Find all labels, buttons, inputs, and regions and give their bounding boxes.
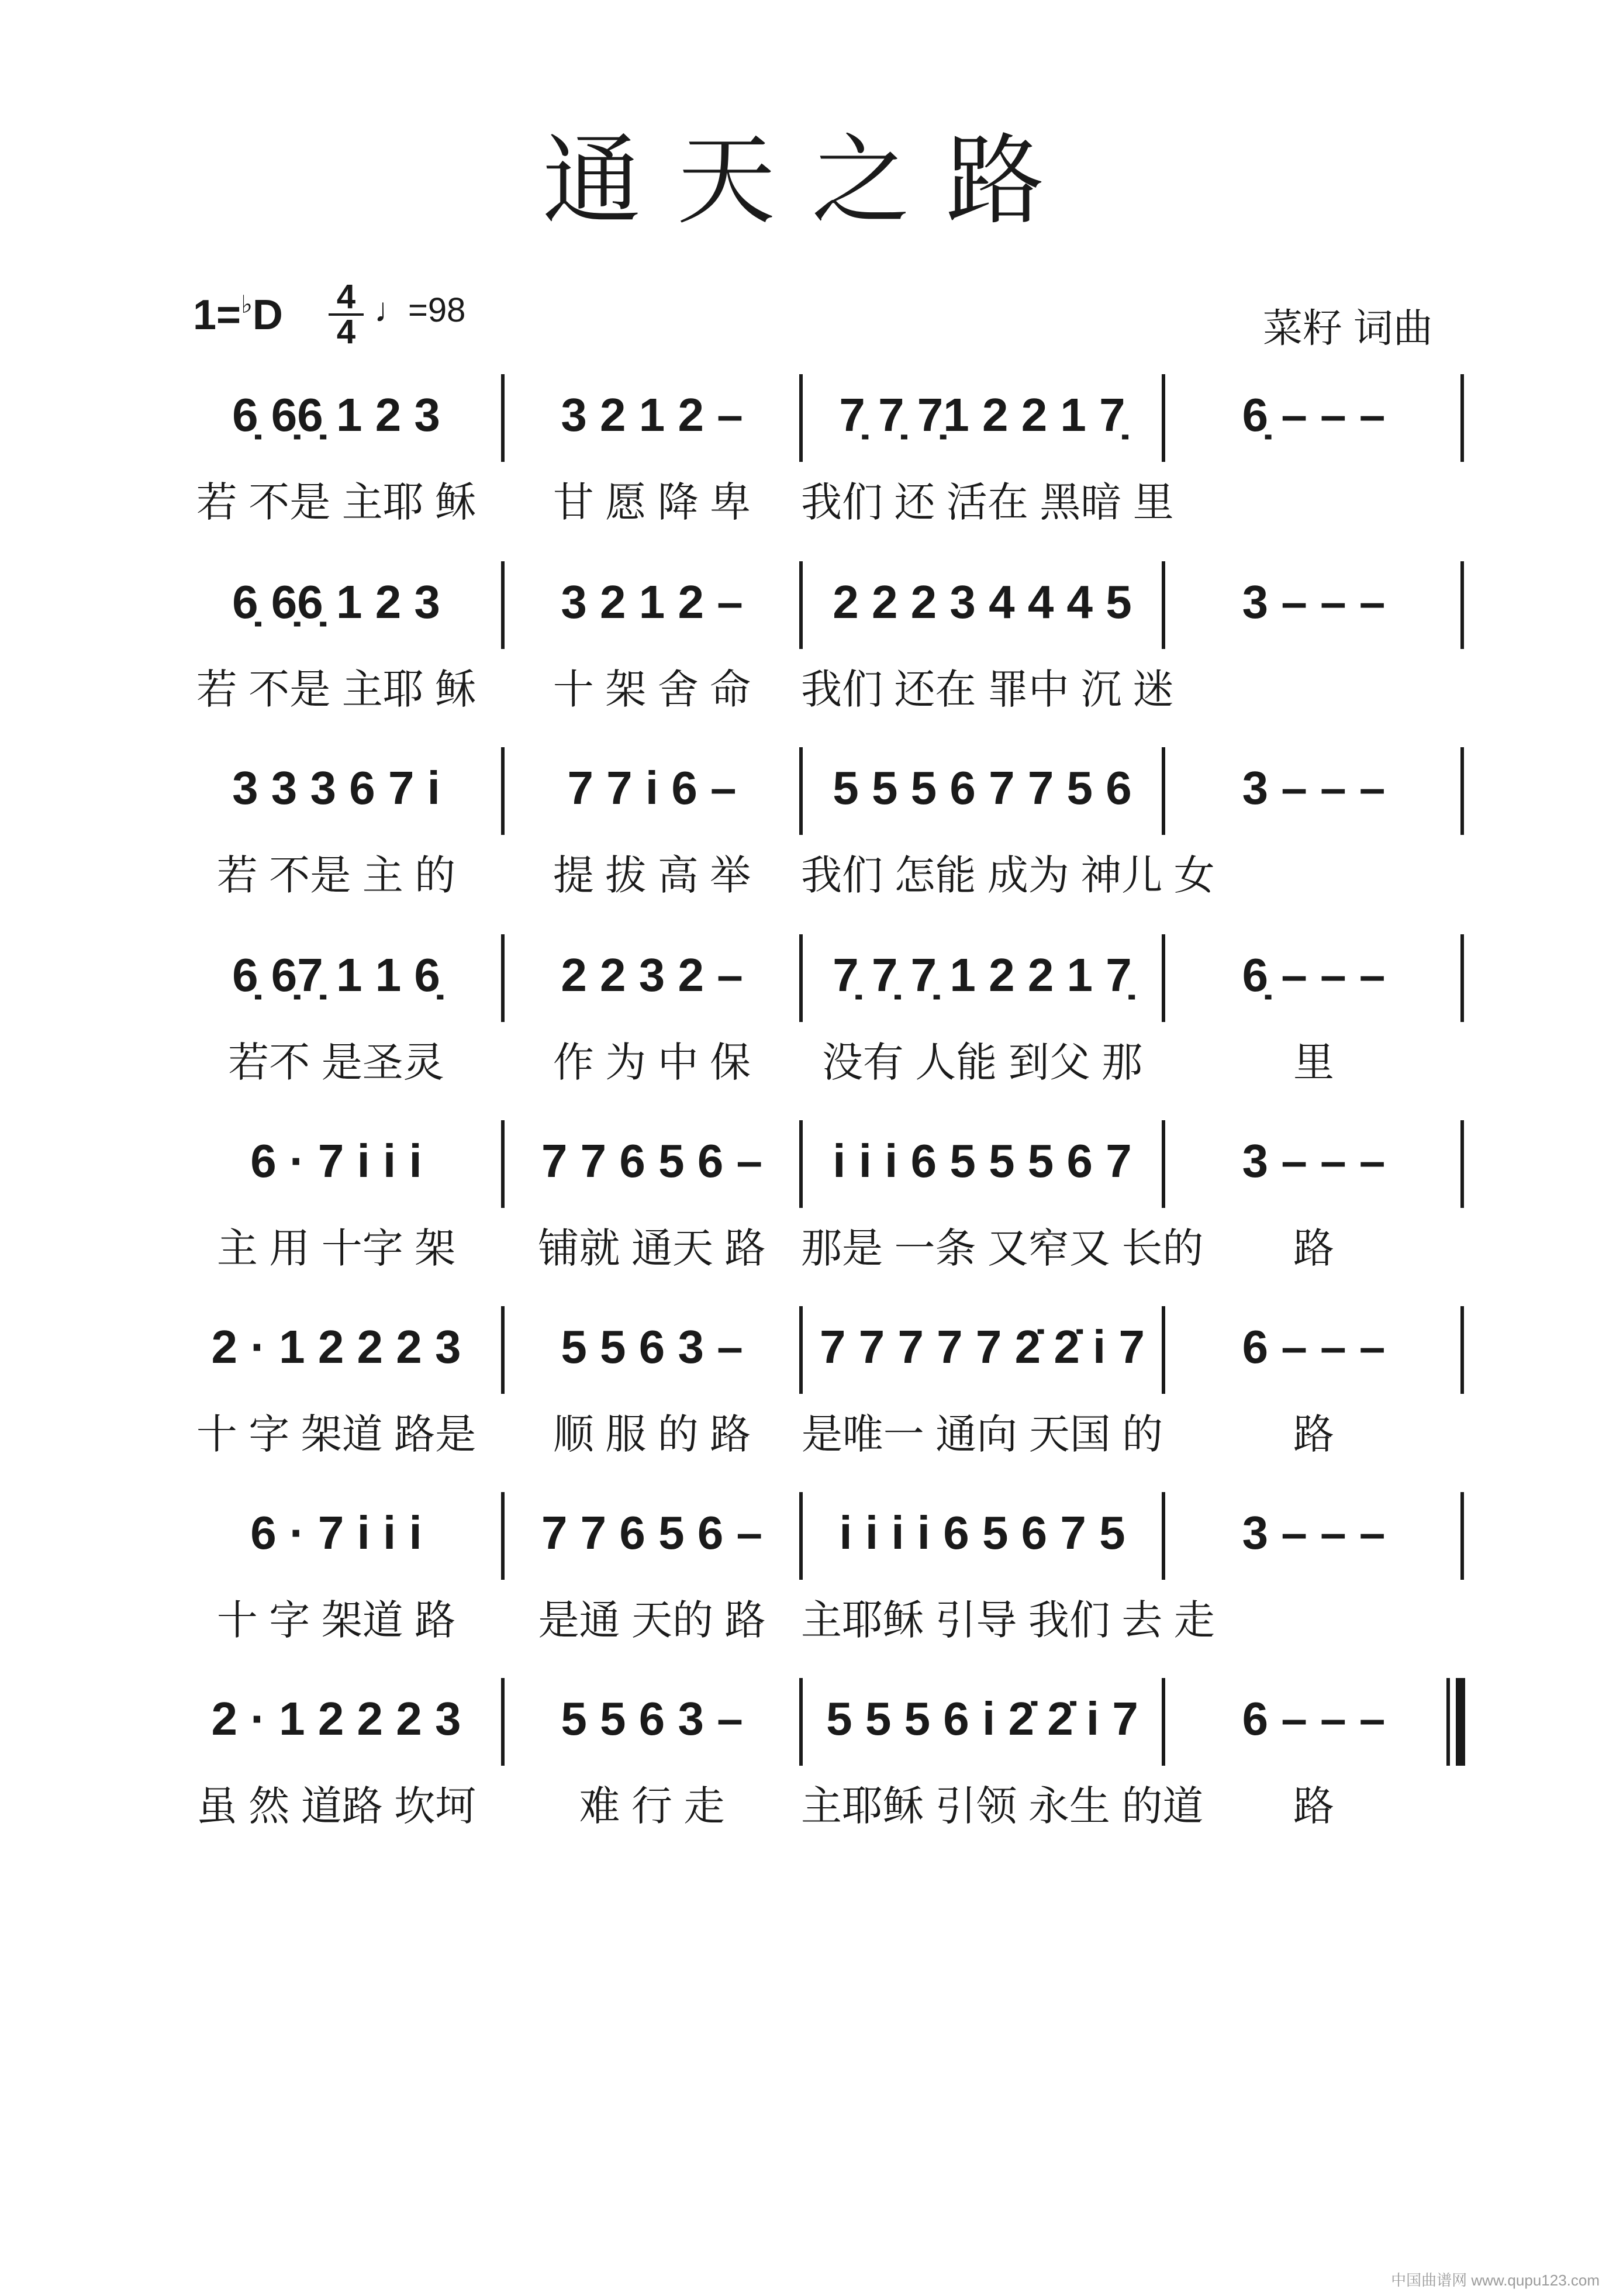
barline: [799, 561, 803, 649]
measure-lyrics: 若 不是 主 的: [216, 852, 456, 898]
measure-notes: 6 · 7 i i i: [250, 1507, 422, 1559]
measure-lyrics: 十 架 舍 命: [552, 666, 751, 712]
measure-notes: 6 · 7 i i i: [250, 1135, 422, 1187]
score-system: [170, 1486, 1464, 1662]
measure: [1163, 1300, 1464, 1476]
flat-symbol: ♭: [241, 291, 253, 318]
measure-lyrics: 甘 愿 降 卑: [552, 479, 751, 525]
measure-lyrics: 十 字 架道 路: [216, 1597, 456, 1643]
measure: [503, 1300, 801, 1476]
barline: [799, 1306, 803, 1394]
measure-notes: 7 7 6 5 6 –: [541, 1507, 763, 1559]
measure-notes: 3 2 1 2 –: [561, 576, 743, 628]
measure-lyrics: 若不 是圣灵: [228, 1039, 444, 1085]
measure-lyrics: 路: [1293, 1783, 1334, 1829]
measure-lyrics: 提 拔 高 举: [552, 852, 751, 898]
measure-notes: 3 – – –: [1242, 1507, 1386, 1559]
measure: [170, 741, 503, 917]
measure: [503, 1672, 801, 1848]
measure-notes: i i i 6 5 5 5 6 7: [833, 1135, 1132, 1187]
barline: [501, 1120, 505, 1208]
measure-notes: 6̣ 6̣6̣ 1 2 3: [232, 576, 440, 628]
barline: [501, 747, 505, 835]
barline: [1162, 1306, 1165, 1394]
measure-lyrics: [1163, 472, 1464, 525]
barline: [1162, 747, 1165, 835]
barline: [799, 1492, 803, 1580]
measure: [503, 1114, 801, 1290]
measure-lyrics: 作 为 中 保: [552, 1039, 751, 1085]
measure: [170, 368, 503, 544]
measure-notes: 7 7 i 6 –: [567, 762, 737, 814]
measure-notes: 5 5 5 6 7 7 5 6: [833, 762, 1132, 814]
barline: [1460, 561, 1464, 649]
barline: [1460, 1306, 1464, 1394]
measure-notes: 6̣ – – –: [1242, 949, 1386, 1001]
barline: [1162, 1678, 1165, 1766]
measure: [170, 928, 503, 1104]
measure-lyrics: 十 字 架道 路是: [196, 1411, 476, 1457]
measure-notes: 2 2 3 2 –: [561, 949, 743, 1001]
measure-notes: 6̣ 6̣7̣ 1 1 6̣: [232, 949, 440, 1001]
barline: [799, 1678, 803, 1766]
barline: [501, 1306, 505, 1394]
barline: [1460, 747, 1464, 835]
key-signature: 1=♭D: [193, 291, 283, 339]
score-system: [170, 928, 1464, 1104]
measure-notes: 3 3 3 6 7 i: [232, 762, 440, 814]
measure-notes: 5 5 6 3 –: [561, 1693, 743, 1745]
measure: [801, 368, 1174, 544]
measure: [1163, 928, 1464, 1104]
measure-notes: 2 2 2 3 4 4 4 5: [833, 576, 1132, 628]
barline: [1460, 374, 1464, 462]
measure: [170, 555, 503, 731]
tempo-mark: ♩=98: [374, 291, 466, 329]
measure: [801, 1300, 1163, 1476]
barline: [501, 934, 505, 1022]
measure-lyrics: 是通 天的 路: [538, 1597, 766, 1643]
score-system: [170, 1672, 1464, 1848]
measure: [170, 1672, 503, 1848]
measure: [170, 1486, 503, 1662]
time-signature: $\frac{4}{4}$: [329, 281, 364, 348]
barline: [1162, 561, 1165, 649]
barline: [1162, 374, 1165, 462]
barline: [501, 561, 505, 649]
measure-notes: 6 – – –: [1242, 1693, 1386, 1745]
measure-lyrics: 难 行 走: [579, 1783, 725, 1829]
measure-notes: 5 5 5 6 i 2̇ 2̇ i 7: [826, 1693, 1138, 1745]
barline: [799, 747, 803, 835]
measure: [503, 555, 801, 731]
barline: [799, 374, 803, 462]
measure: [801, 1486, 1215, 1662]
measure: [801, 928, 1163, 1104]
barline: [1460, 934, 1464, 1022]
measure: [170, 1300, 503, 1476]
measure: [1163, 741, 1464, 917]
measure-notes: 2 · 1 2 2 2 3: [211, 1693, 461, 1745]
measure: [801, 741, 1215, 917]
score-system: [170, 368, 1464, 544]
measure: [503, 368, 801, 544]
measure-lyrics: 我们 怎能 成为 神儿 女: [801, 852, 1215, 898]
measure: [1163, 1114, 1464, 1290]
measure-lyrics: 主耶稣 引导 我们 去 走: [801, 1597, 1215, 1643]
measure-lyrics: 那是 一条 又窄又 长的: [801, 1225, 1204, 1271]
song-title: 通天之路: [543, 123, 1080, 238]
measure-lyrics: 若 不是 主耶 稣: [196, 666, 476, 712]
measure-notes: 6̣ – – –: [1242, 389, 1386, 441]
measure-notes: 3 – – –: [1242, 576, 1386, 628]
barline: [1162, 934, 1165, 1022]
measure: [503, 928, 801, 1104]
barline: [1460, 1120, 1464, 1208]
measure-notes: 7 7 7 7 7 2̇ 2̇ i 7: [820, 1321, 1145, 1373]
measure-lyrics: 里: [1293, 1039, 1334, 1085]
measure-lyrics: 主 用 十字 架: [216, 1225, 456, 1271]
measure: [170, 1114, 503, 1290]
measure-lyrics: 我们 还 活在 黑暗 里: [801, 479, 1174, 525]
score-system: [170, 741, 1464, 917]
composer-credit: 菜籽 词曲: [1263, 306, 1433, 351]
measure-notes: 6̣ 6̣6̣ 1 2 3: [232, 389, 440, 441]
measure: [1163, 368, 1464, 544]
measure-notes: 2 · 1 2 2 2 3: [211, 1321, 461, 1373]
measure-lyrics: 主耶稣 引领 永生 的道: [801, 1783, 1204, 1829]
measure-notes: 7 7 6 5 6 –: [541, 1135, 763, 1187]
measure-notes: 6 – – –: [1242, 1321, 1386, 1373]
barline: [501, 374, 505, 462]
measure-lyrics: 路: [1293, 1225, 1334, 1271]
barline: [501, 1492, 505, 1580]
measure-lyrics: [1163, 660, 1464, 712]
measure-lyrics: 我们 还在 罪中 沉 迷: [801, 666, 1174, 712]
measure-lyrics: 路: [1293, 1411, 1334, 1457]
measure-notes: 7̣ 7̣ 7̣ 1 2 2 1 7̣: [833, 949, 1132, 1001]
measure-lyrics: 铺就 通天 路: [538, 1225, 766, 1271]
barline: [1162, 1492, 1165, 1580]
measure: [801, 1114, 1204, 1290]
final-barline-thin: [1446, 1678, 1450, 1766]
measure-lyrics: 虽 然 道路 坎坷: [196, 1783, 476, 1829]
measure-lyrics: [1163, 845, 1464, 898]
barline: [1162, 1120, 1165, 1208]
barline: [501, 1678, 505, 1766]
barline: [1460, 1492, 1464, 1580]
measure-notes: 5 5 6 3 –: [561, 1321, 743, 1373]
measure: [1163, 1486, 1464, 1662]
measure: [801, 1672, 1204, 1848]
measure-notes: 3 2 1 2 –: [561, 389, 743, 441]
measure-lyrics: 没有 人能 到父 那: [821, 1039, 1143, 1085]
score-system: [170, 555, 1464, 731]
measure: [503, 1486, 801, 1662]
measure-lyrics: 顺 服 的 路: [552, 1411, 751, 1457]
measure-lyrics: 若 不是 主耶 稣: [196, 479, 476, 525]
measure-notes: i i i i 6 5 6 7 5: [839, 1507, 1125, 1559]
measure: [503, 741, 801, 917]
measure: [1163, 555, 1464, 731]
barline: [799, 1120, 803, 1208]
measure: [801, 555, 1174, 731]
barline: [799, 934, 803, 1022]
measure-lyrics: 是唯一 通向 天国 的: [801, 1411, 1163, 1457]
score-system: [170, 1114, 1464, 1290]
measure-notes: 7̣ 7̣ 7̣1 2 2 1 7̣: [839, 389, 1125, 441]
score-system: [170, 1300, 1464, 1476]
watermark: 中国曲谱网 www.qupu123.com: [1391, 2271, 1600, 2289]
measure-notes: 3 – – –: [1242, 762, 1386, 814]
measure: [1163, 1672, 1464, 1848]
final-barline-thick: [1456, 1678, 1465, 1766]
measure-lyrics: [1163, 1590, 1464, 1643]
measure-notes: 3 – – –: [1242, 1135, 1386, 1187]
